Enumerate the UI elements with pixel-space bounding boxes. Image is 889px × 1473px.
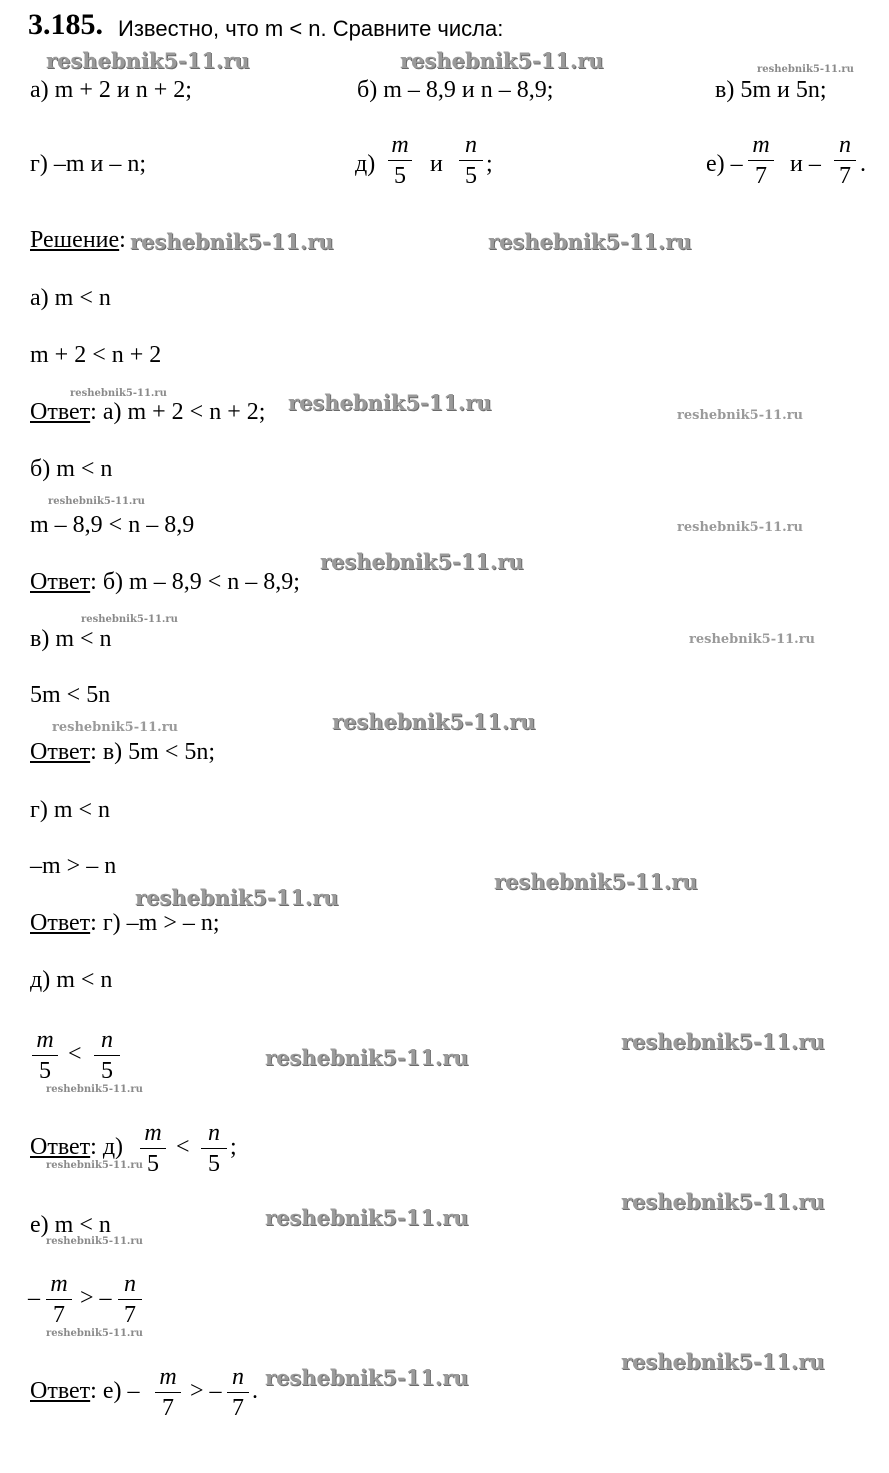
solution-heading-colon: :	[119, 227, 126, 253]
answer-v-text: : в) 5m < 5n;	[90, 739, 216, 765]
answer-label: Ответ	[30, 1134, 91, 1160]
watermark: reshebnik5-11.ru	[46, 48, 250, 73]
answer-b-text: : б) m – 8,9 < n – 8,9;	[90, 569, 300, 595]
solution-e-operator: > –	[80, 1285, 112, 1311]
answer-label: Ответ	[30, 1378, 91, 1404]
problem-number: 3.185.	[28, 8, 103, 41]
answer-label: Ответ	[30, 569, 91, 595]
fraction-denominator: 5	[101, 1058, 113, 1084]
answer-d-end: ;	[230, 1134, 237, 1160]
watermark: reshebnik5-11.ru	[46, 1160, 143, 1171]
watermark: reshebnik5-11.ru	[621, 1349, 825, 1374]
fraction-bar	[201, 1148, 227, 1149]
solution-g-given: г) m < n	[30, 797, 111, 823]
fraction-denominator: 5	[147, 1151, 159, 1177]
solution-heading	[30, 226, 126, 254]
watermark: reshebnik5-11.ru	[46, 1236, 143, 1247]
fraction-bar	[32, 1055, 58, 1056]
solution-d-given: д) m < n	[30, 967, 113, 993]
solution-e-fraction-2	[118, 1271, 142, 1328]
watermark: reshebnik5-11.ru	[135, 885, 339, 910]
watermark: reshebnik5-11.ru	[621, 1189, 825, 1214]
fraction-bar	[46, 1299, 72, 1300]
fraction-numerator: n	[124, 1271, 136, 1297]
watermark: reshebnik5-11.ru	[677, 408, 804, 423]
answer-label: Ответ	[30, 910, 91, 936]
task-e-end: .	[860, 151, 866, 177]
answer-v	[30, 738, 215, 766]
fraction-bar	[459, 160, 483, 161]
fraction-bar	[748, 160, 774, 161]
fraction-numerator: m	[36, 1027, 54, 1053]
fraction-numerator: n	[465, 132, 477, 158]
task-e-fraction-2	[834, 132, 856, 189]
fraction-numerator: m	[391, 132, 409, 158]
watermark: reshebnik5-11.ru	[757, 64, 854, 75]
watermark: reshebnik5-11.ru	[494, 869, 698, 894]
answer-label: Ответ	[30, 399, 91, 425]
watermark: reshebnik5-11.ru	[332, 709, 536, 734]
problem-statement: Известно, что m < n. Сравните числа:	[118, 16, 504, 41]
watermark: reshebnik5-11.ru	[265, 1045, 469, 1070]
watermark: reshebnik5-11.ru	[689, 632, 816, 647]
watermark: reshebnik5-11.ru	[621, 1029, 825, 1054]
watermark: reshebnik5-11.ru	[52, 720, 179, 735]
solution-a-given: а) m < n	[30, 285, 111, 311]
answer-d-fraction-2	[201, 1120, 227, 1177]
solution-a-step: m + 2 < n + 2	[30, 342, 162, 368]
answer-a-text: : а) m + 2 < n + 2;	[90, 399, 266, 425]
task-v: в) 5m и 5n;	[715, 77, 827, 103]
solution-b-given: б) m < n	[30, 456, 113, 482]
fraction-bar	[834, 160, 856, 161]
fraction-denominator: 5	[394, 163, 406, 189]
task-e-mid: и –	[790, 151, 821, 177]
task-e-fraction-1	[748, 132, 774, 189]
watermark: reshebnik5-11.ru	[265, 1205, 469, 1230]
answer-e-fraction-2	[227, 1364, 249, 1421]
answer-g-text: : г) –m > – n;	[90, 910, 220, 936]
fraction-bar	[140, 1148, 166, 1149]
solution-e-given: е) m < n	[30, 1212, 111, 1238]
answer-b	[30, 568, 300, 596]
watermark: reshebnik5-11.ru	[320, 549, 524, 574]
fraction-numerator: n	[208, 1120, 220, 1146]
solution-v-step: 5m < 5n	[30, 682, 111, 708]
task-a: а) m + 2 и n + 2;	[30, 77, 192, 103]
solution-g-step: –m > – n	[30, 853, 117, 879]
answer-e-prefix: : е) –	[90, 1378, 140, 1404]
fraction-denominator: 7	[124, 1302, 136, 1328]
solution-e-minus: –	[28, 1285, 40, 1311]
task-g: г) –m и – n;	[30, 151, 147, 177]
answer-e	[30, 1377, 139, 1405]
answer-a	[30, 398, 265, 426]
fraction-denominator: 5	[465, 163, 477, 189]
solution-d-fraction-1	[32, 1027, 58, 1084]
answer-d-prefix: : д)	[90, 1134, 124, 1160]
answer-e-fraction-1	[155, 1364, 181, 1421]
watermark: reshebnik5-11.ru	[46, 1084, 143, 1095]
answer-d-fraction-1	[140, 1120, 166, 1177]
fraction-denominator: 7	[162, 1395, 174, 1421]
answer-d-operator: <	[176, 1134, 190, 1160]
task-d-fraction-2	[459, 132, 483, 189]
fraction-numerator: m	[159, 1364, 177, 1390]
task-d-prefix: д)	[355, 151, 376, 177]
fraction-denominator: 7	[755, 163, 767, 189]
fraction-denominator: 7	[839, 163, 851, 189]
fraction-denominator: 5	[208, 1151, 220, 1177]
fraction-denominator: 7	[232, 1395, 244, 1421]
fraction-numerator: n	[839, 132, 851, 158]
fraction-bar	[388, 160, 412, 161]
watermark: reshebnik5-11.ru	[48, 496, 145, 507]
task-d-fraction-1	[388, 132, 412, 189]
fraction-bar	[227, 1392, 249, 1393]
answer-e-operator: > –	[190, 1378, 222, 1404]
task-d-end: ;	[486, 151, 493, 177]
fraction-numerator: n	[101, 1027, 113, 1053]
fraction-denominator: 5	[39, 1058, 51, 1084]
watermark: reshebnik5-11.ru	[265, 1365, 469, 1390]
fraction-numerator: n	[232, 1364, 244, 1390]
fraction-numerator: m	[144, 1120, 162, 1146]
fraction-bar	[155, 1392, 181, 1393]
fraction-denominator: 7	[53, 1302, 65, 1328]
solution-v-given: в) m < n	[30, 626, 112, 652]
fraction-bar	[118, 1299, 142, 1300]
answer-g	[30, 909, 220, 937]
solution-d-operator: <	[68, 1041, 82, 1067]
watermark: reshebnik5-11.ru	[70, 388, 167, 399]
fraction-bar	[94, 1055, 120, 1056]
task-b: б) m – 8,9 и n – 8,9;	[357, 77, 554, 103]
fraction-numerator: m	[752, 132, 770, 158]
answer-d	[30, 1133, 123, 1161]
watermark: reshebnik5-11.ru	[46, 1328, 143, 1339]
watermark: reshebnik5-11.ru	[130, 229, 334, 254]
task-d-mid: и	[430, 151, 443, 177]
watermark: reshebnik5-11.ru	[400, 48, 604, 73]
solution-b-step: m – 8,9 < n – 8,9	[30, 512, 195, 538]
watermark: reshebnik5-11.ru	[81, 614, 178, 625]
solution-heading-label: Решение	[30, 227, 120, 253]
solution-e-fraction-1	[46, 1271, 72, 1328]
answer-label: Ответ	[30, 739, 91, 765]
watermark: reshebnik5-11.ru	[488, 229, 692, 254]
fraction-numerator: m	[50, 1271, 68, 1297]
task-e-prefix: е) –	[706, 151, 743, 177]
watermark: reshebnik5-11.ru	[677, 520, 804, 535]
answer-e-end: .	[252, 1378, 258, 1404]
watermark: reshebnik5-11.ru	[288, 390, 492, 415]
solution-d-fraction-2	[94, 1027, 120, 1084]
